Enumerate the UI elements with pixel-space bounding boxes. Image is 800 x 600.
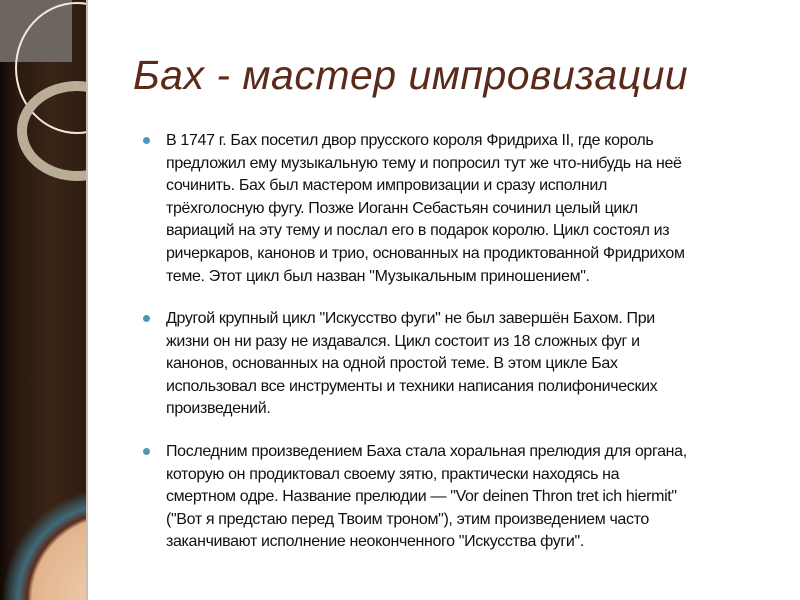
bullet-icon (143, 315, 150, 322)
text-line: теме. Этот цикл был назван "Музыкальным приношением". (166, 267, 590, 285)
slide-title: Бах - мастер импровизации (133, 52, 689, 98)
decorative-portrait-strip (0, 0, 88, 600)
text-line: канонов, основанных на одной простой теме. В этом цикле Бах (166, 355, 618, 373)
text-line: вариаций на эту тему и послал его в подарок королю. Цикл состоял из (166, 222, 670, 240)
bullet-icon (143, 448, 150, 455)
text-line: которую он продиктовал своему зятю, практически находясь на (166, 465, 620, 483)
text-line: предложил ему музыкальную тему и попросил тут же что-нибудь на неё (166, 154, 682, 172)
text-line: Другой крупный цикл "Искусство фуги" не был завершён Бахом. При (166, 310, 655, 327)
text-line: Последним произведением Баха стала хоральная прелюдия для органа, (166, 443, 687, 460)
text-line: произведений. (166, 400, 271, 418)
text-line: заканчивают исполнение неоконченного "Искусства фуги". (166, 533, 584, 551)
paragraph-1 (166, 130, 685, 288)
bullet-icon (143, 137, 150, 144)
paragraph-2 (166, 308, 657, 421)
strip-edge (86, 0, 88, 600)
paragraph-3 (166, 441, 687, 554)
text-line: ("Вот я предстаю перед Твоим троном"), этим произведением часто (166, 510, 649, 528)
text-line: жизни он ни разу не издавался. Цикл состоит из 18 сложных фуг и (166, 332, 640, 350)
text-line: сочинить. Бах был мастером импровизации и сразу исполнил (166, 177, 607, 195)
text-line: смертном одре. Название прелюдии — "Vor deinen Thron tret ich hiermit" (166, 488, 677, 506)
text-line: использовал все инструменты и техники написания полифонических (166, 377, 658, 395)
portrait-face (0, 430, 88, 600)
text-line: трёхголосную фугу. Позже Иоганн Себастьян сочинил целый цикл (166, 199, 638, 217)
text-line: ричеркаров, канонов и трио, основанных на продиктованной Фридрихом (166, 244, 685, 262)
text-line: В 1747 г. Бах посетил двор прусского короля Фридриха II, где король (166, 132, 654, 149)
